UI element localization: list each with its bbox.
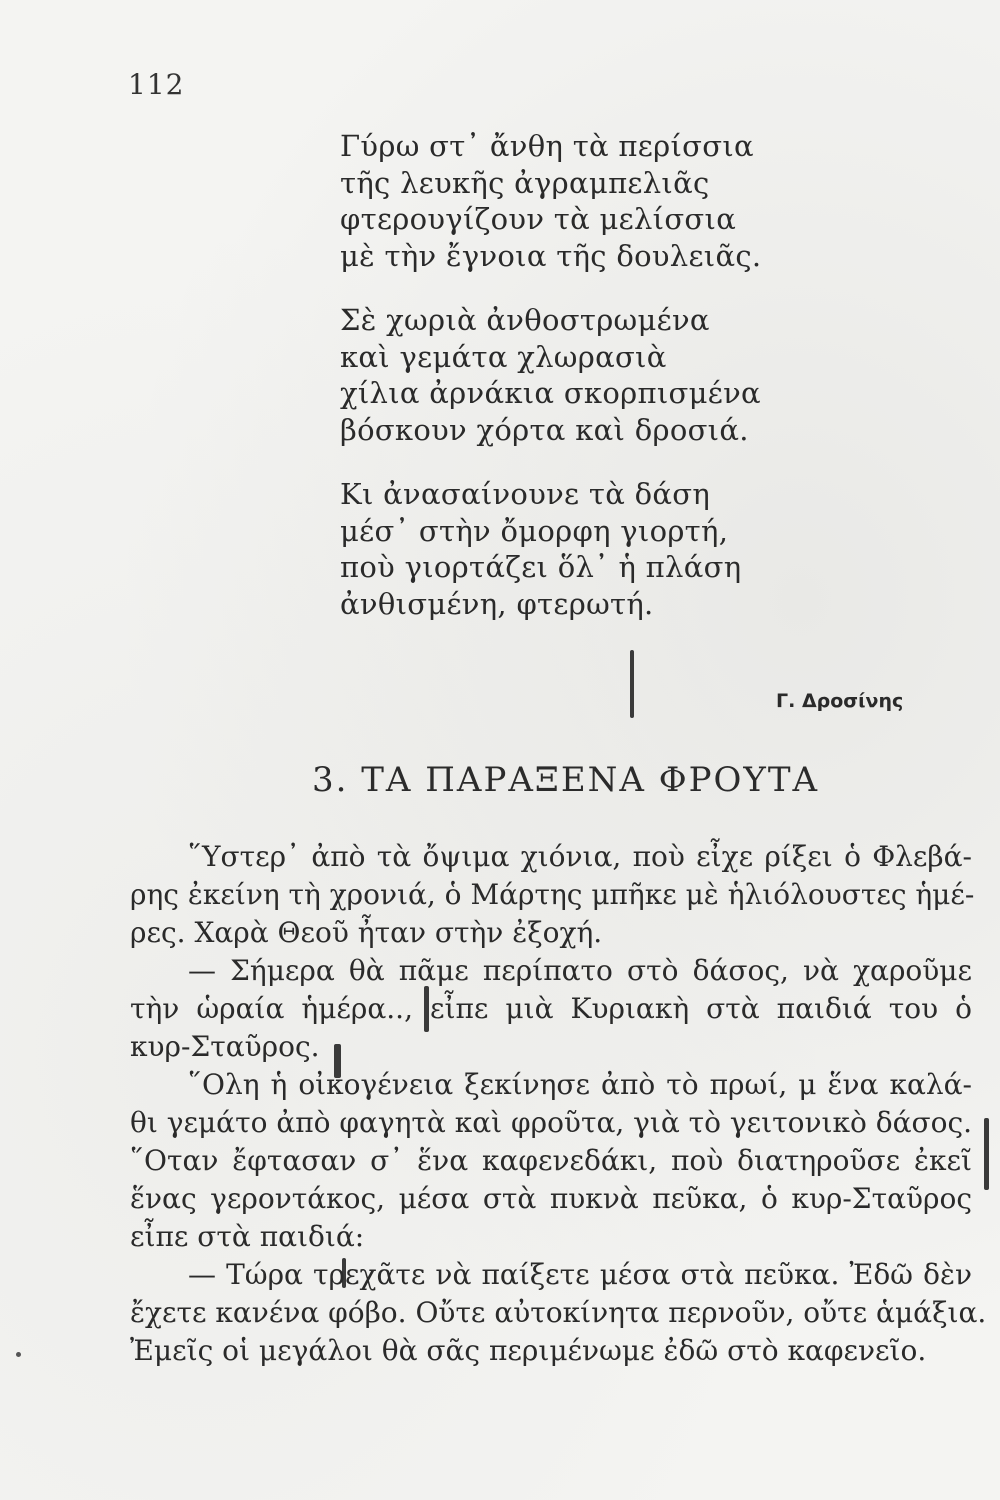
prose-line: τὴν ὡραία ἡμέρα.., εἶπε μιὰ Κυριακὴ στὰ παιδιά του ὁ (130, 992, 972, 1025)
poem (340, 128, 900, 650)
prose-line: εἶπε στὰ παιδιά: (130, 1220, 365, 1253)
prose-line: — Τώρα τρεχᾶτε νὰ παίξετε μέσα στὰ πεῦκα. Ἐδῶ δὲν (188, 1258, 972, 1291)
poem-line: ἀνθισμένη, φτερωτή. (340, 586, 654, 621)
prose-line: ῞Οταν ἔφτασαν σ᾽ ἕνα καφενεδάκι, ποὺ διατηροῦσε ἐκεῖ (130, 1144, 972, 1177)
poem-line: ποὺ γιορτάζει ὅλ᾽ ἡ πλάση (340, 550, 742, 584)
poem-stanza-1 (340, 128, 900, 274)
poem-line: καὶ γεμάτα χλωρασιὰ (340, 339, 667, 374)
poem-stanza-2 (340, 302, 900, 448)
poem-line: τῆς λευκῆς ἀγραμπελιᾶς (340, 165, 710, 200)
prose-line: ρης ἐκείνη τὴ χρονιά, ὁ Μάρτης μπῆκε μὲ ἡλιόλουστες ἡμέ- (130, 878, 975, 911)
prose-line: Ἐμεῖς οἱ μεγάλοι θὰ σᾶς περιμένωμε ἐδῶ στὸ καφενεῖο. (130, 1334, 927, 1367)
poem-line: μὲ τὴν ἔγνοια τῆς δουλειᾶς. (340, 238, 762, 273)
poem-line: χίλια ἀρνάκια σκορπισμένα (340, 376, 761, 410)
poem-signature: Γ. Δροσίνης (776, 690, 904, 712)
pencil-mark (630, 650, 634, 718)
poem-line: Γύρω στ᾽ ἄνθη τὰ περίσσια (340, 129, 754, 163)
prose-line: ῞Ολη ἡ οἰκογένεια ξεκίνησε ἀπὸ τὸ πρωί, μ ἕνα καλά- (188, 1068, 972, 1101)
prose-line: θι γεμάτο ἀπὸ φαγητὰ καὶ φροῦτα, γιὰ τὸ γειτονικὸ δάσος. (130, 1106, 973, 1139)
prose-line: — Σήμερα θὰ πᾶμε περίπατο στὸ δάσος, νὰ χαροῦμε (188, 954, 972, 987)
ink-speck (16, 1352, 21, 1357)
prose-line: ἕνας γεροντάκος, μέσα στὰ πυκνὰ πεῦκα, ὁ κυρ-Σταῦρος (130, 1182, 972, 1215)
poem-line: Σὲ χωριὰ ἀνθοστρωμένα (340, 303, 710, 337)
poem-line: βόσκουν χόρτα καὶ δροσιά. (340, 412, 749, 447)
prose-line: ἔχετε κανένα φόβο. Οὔτε αὐτοκίνητα περνοῦν, οὔτε ἁμάξια. (130, 1296, 987, 1329)
section-title: 3. ΤΑ ΠΑΡΑΞΕΝΑ ΦΡΟΥΤΑ (312, 760, 820, 800)
prose-line: κυρ-Σταῦρος. (130, 1030, 320, 1063)
prose-text (130, 838, 987, 1370)
prose-line: ῞Υστερ᾽ ἀπὸ τὰ ὄψιμα χιόνια, ποὺ εἶχε ρίξει ὁ Φλεβά- (188, 840, 972, 873)
poem-line: φτερουγίζουν τὰ μελίσσια (340, 202, 737, 236)
pencil-mark (984, 1118, 989, 1190)
prose-line: ρες. Χαρὰ Θεοῦ ἦταν στὴν ἐξοχή. (130, 916, 603, 949)
poem-stanza-3 (340, 476, 900, 622)
poem-line: μέσ᾽ στὴν ὄμορφη γιορτή, (340, 513, 729, 548)
page-number: 112 (128, 68, 185, 101)
poem-line: Κι ἀνασαίνουνε τὰ δάση (340, 477, 711, 511)
